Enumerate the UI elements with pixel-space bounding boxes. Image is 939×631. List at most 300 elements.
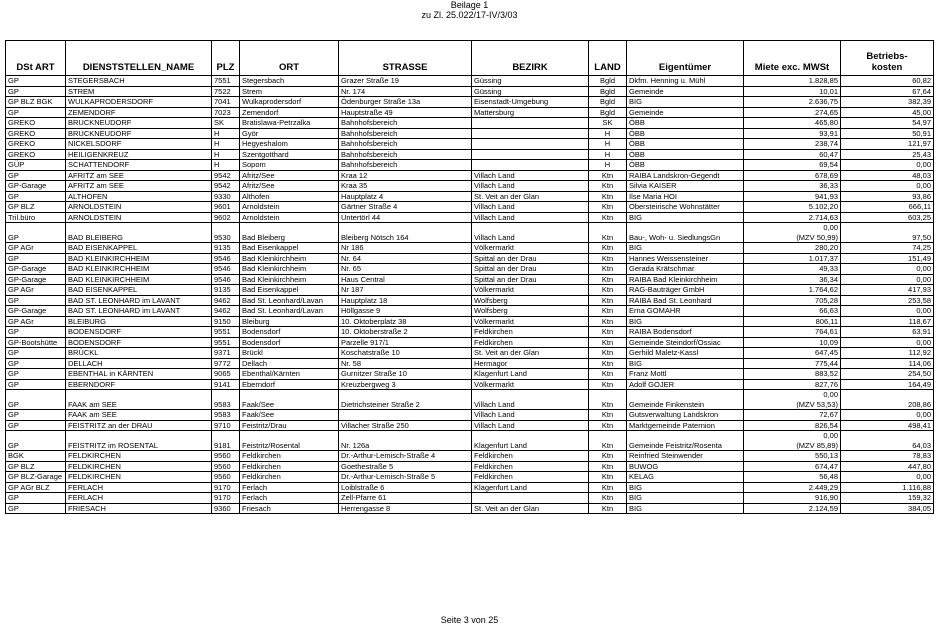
- cell-eigentuemer: ÖBB: [627, 118, 744, 129]
- cell-land: Ktn: [589, 223, 627, 243]
- cell-miete: 69,54: [744, 160, 841, 171]
- cell-ort: Bratislawa-Petrzalka: [240, 118, 339, 129]
- cell-bezirk: Wolfsberg: [472, 306, 589, 317]
- cell-strasse: Herrengasse 8: [339, 503, 472, 514]
- cell-plz: 9546: [212, 274, 240, 285]
- cell-plz: 9170: [212, 493, 240, 504]
- cell-miete: 56,48: [744, 472, 841, 483]
- cell-strasse: Hauptstraße 49: [339, 107, 472, 118]
- cell-strasse: Kraa 12: [339, 170, 472, 181]
- cell-ort: Arnoldstein: [240, 202, 339, 213]
- cell-ort: Feldkirchen: [240, 472, 339, 483]
- cell-eigentuemer: BIG: [627, 316, 744, 327]
- cell-bezirk: Villach Land: [472, 410, 589, 421]
- cell-land: Ktn: [589, 327, 627, 338]
- cell-plz: 9602: [212, 212, 240, 223]
- cell-betriebskosten: 164,49: [841, 379, 934, 390]
- cell-betriebskosten: 50,91: [841, 128, 934, 139]
- cell-plz: H: [212, 128, 240, 139]
- table-row: [6, 337, 934, 348]
- cell-land: Ktn: [589, 390, 627, 410]
- cell-ort: Hegyeshalom: [240, 139, 339, 150]
- cell-dst-art: GP BLZ BGK: [6, 97, 66, 108]
- cell-name: DELLACH: [66, 358, 212, 369]
- cell-land: Ktn: [589, 451, 627, 462]
- cell-betriebskosten: 0,00: [841, 181, 934, 192]
- property-table: [5, 40, 934, 514]
- cell-dst-art: GP: [6, 76, 66, 87]
- cell-betriebskosten: 1.116,88: [841, 482, 934, 493]
- table-row: [6, 253, 934, 264]
- table-row: [6, 390, 934, 410]
- cell-plz: H: [212, 149, 240, 160]
- table-row: [6, 461, 934, 472]
- cell-strasse: Gärtner Straße 4: [339, 202, 472, 213]
- cell-ort: Bodensdorf: [240, 337, 339, 348]
- cell-strasse: Goethestraße 5: [339, 461, 472, 472]
- cell-miete: 941,93: [744, 191, 841, 202]
- cell-betriebskosten: 253,58: [841, 295, 934, 306]
- cell-dst-art: GP: [6, 223, 66, 243]
- cell-name: WULKAPRODERSDORF: [66, 97, 212, 108]
- cell-dst-art: GP: [6, 253, 66, 264]
- cell-miete: 274,65: [744, 107, 841, 118]
- table-row: [6, 223, 934, 243]
- cell-miete: 2.449,29: [744, 482, 841, 493]
- cell-eigentuemer: KELAG: [627, 472, 744, 483]
- cell-dst-art: GP: [6, 420, 66, 431]
- table-row: [6, 76, 934, 87]
- cell-betriebskosten: 208,86: [841, 390, 934, 410]
- cell-betriebskosten: 254,50: [841, 369, 934, 380]
- cell-strasse: [339, 410, 472, 421]
- cell-miete: 826,54: [744, 420, 841, 431]
- cell-name: BLEIBURG: [66, 316, 212, 327]
- cell-miete: 5.102,20: [744, 202, 841, 213]
- cell-plz: 9546: [212, 264, 240, 275]
- cell-land: Bgld: [589, 86, 627, 97]
- cell-plz: 9141: [212, 379, 240, 390]
- cell-betriebskosten: 112,92: [841, 348, 934, 359]
- cell-strasse: Haus Central: [339, 274, 472, 285]
- cell-betriebskosten: 0,00: [841, 337, 934, 348]
- cell-ort: Szentgotthard: [240, 149, 339, 160]
- cell-miete-mzv: (MZV 53,53): [796, 399, 838, 409]
- cell-miete-base: 0,00: [823, 431, 838, 440]
- cell-eigentuemer: BIG: [627, 243, 744, 254]
- cell-land: Ktn: [589, 295, 627, 306]
- document-reference: zu Zl. 25.022/17-IV/3/03: [421, 10, 518, 20]
- cell-strasse: Nr 186: [339, 243, 472, 254]
- cell-bezirk: St. Veit an der Glan: [472, 503, 589, 514]
- cell-bezirk: Güssing: [472, 86, 589, 97]
- cell-eigentuemer: Ilse Maria HOI: [627, 191, 744, 202]
- cell-name: BRÜCKL: [66, 348, 212, 359]
- cell-dst-art: GP: [6, 503, 66, 514]
- cell-dst-art: GP: [6, 327, 66, 338]
- cell-eigentuemer: Reinfried Steinwender: [627, 451, 744, 462]
- cell-betriebskosten: 0,00: [841, 306, 934, 317]
- cell-land: Ktn: [589, 212, 627, 223]
- page-footer: Seite 3 von 25: [440, 615, 499, 625]
- cell-ort: Bad Kleinkirchheim: [240, 253, 339, 264]
- cell-ort: Brückl: [240, 348, 339, 359]
- cell-ort: Ferlach: [240, 493, 339, 504]
- cell-strasse: Ödenburger Straße 13a: [339, 97, 472, 108]
- col-header-eigentuemer: Eigentümer: [627, 41, 744, 76]
- cell-land: Ktn: [589, 191, 627, 202]
- table-row: [6, 472, 934, 483]
- cell-plz: 9462: [212, 306, 240, 317]
- cell-ort: Bleiburg: [240, 316, 339, 327]
- cell-eigentuemer: Silvia KAISER: [627, 181, 744, 192]
- cell-ort: Bad St. Leonhard/Lavan: [240, 295, 339, 306]
- table-row: [6, 139, 934, 150]
- cell-dst-art: GP: [6, 191, 66, 202]
- cell-land: Ktn: [589, 181, 627, 192]
- table-row: [6, 97, 934, 108]
- cell-eigentuemer: Gerhild Maletz-Kassl: [627, 348, 744, 359]
- table-row: [6, 149, 934, 160]
- cell-eigentuemer: BIG: [627, 503, 744, 514]
- cell-eigentuemer: RAIBA Bad St. Leonhard: [627, 295, 744, 306]
- cell-dst-art: GP: [6, 107, 66, 118]
- cell-miete: 775,44: [744, 358, 841, 369]
- cell-miete: 647,45: [744, 348, 841, 359]
- cell-betriebskosten: 67,64: [841, 86, 934, 97]
- cell-eigentuemer: RAIBA Bad Kleinkirchheim: [627, 274, 744, 285]
- cell-eigentuemer: Hannes Weissensteiner: [627, 253, 744, 264]
- cell-bezirk: Feldkirchen: [472, 461, 589, 472]
- cell-plz: 9710: [212, 420, 240, 431]
- cell-eigentuemer: Gerada Krätschmar: [627, 264, 744, 275]
- cell-ort: Strem: [240, 86, 339, 97]
- cell-miete: 60,47: [744, 149, 841, 160]
- cell-betriebskosten: 0,00: [841, 410, 934, 421]
- cell-dst-art: GP: [6, 348, 66, 359]
- cell-plz: 7041: [212, 97, 240, 108]
- cell-betriebskosten: 384,05: [841, 503, 934, 514]
- cell-betriebskosten: 0,00: [841, 160, 934, 171]
- table-row: [6, 431, 934, 451]
- cell-miete: 2.636,75: [744, 97, 841, 108]
- cell-land: Ktn: [589, 472, 627, 483]
- col-header-ort: ORT: [240, 41, 339, 76]
- cell-bezirk: Klagenfurt Land: [472, 482, 589, 493]
- cell-strasse: Nr. 174: [339, 86, 472, 97]
- cell-strasse: Grazer Straße 19: [339, 76, 472, 87]
- cell-strasse: Dr.-Arthur-Lemisch-Straße 4: [339, 451, 472, 462]
- cell-land: H: [589, 128, 627, 139]
- cell-ort: Wulkaprodersdorf: [240, 97, 339, 108]
- cell-name: FELDKIRCHEN: [66, 451, 212, 462]
- cell-ort: Feistritz/Rosental: [240, 431, 339, 451]
- cell-bezirk: [472, 493, 589, 504]
- cell-miete: 764,61: [744, 327, 841, 338]
- cell-land: Ktn: [589, 264, 627, 275]
- cell-ort: Dellach: [240, 358, 339, 369]
- cell-eigentuemer: BIG: [627, 493, 744, 504]
- cell-strasse: Bahnhofsbereich: [339, 149, 472, 160]
- cell-dst-art: GP: [6, 86, 66, 97]
- cell-land: H: [589, 160, 627, 171]
- cell-land: H: [589, 149, 627, 160]
- cell-miete: 465,80: [744, 118, 841, 129]
- table-row: [6, 107, 934, 118]
- table-row: [6, 202, 934, 213]
- cell-betriebskosten: 382,39: [841, 97, 934, 108]
- cell-eigentuemer: Adolf GOJER: [627, 379, 744, 390]
- cell-eigentuemer: Gemeinde: [627, 107, 744, 118]
- cell-bezirk: Feldkirchen: [472, 472, 589, 483]
- cell-bezirk: Feldkirchen: [472, 337, 589, 348]
- cell-dst-art: GP BLZ: [6, 202, 66, 213]
- cell-bezirk: Feldkirchen: [472, 451, 589, 462]
- cell-plz: 9371: [212, 348, 240, 359]
- col-header-miete: Miete exc. MWSt: [744, 41, 841, 76]
- cell-strasse: Dr.-Arthur-Lemisch-Straße 5: [339, 472, 472, 483]
- cell-miete: 66,63: [744, 306, 841, 317]
- cell-land: Bgld: [589, 76, 627, 87]
- cell-plz: 9551: [212, 337, 240, 348]
- cell-betriebskosten: 603,25: [841, 212, 934, 223]
- cell-land: Ktn: [589, 503, 627, 514]
- cell-eigentuemer: Gemeinde: [627, 86, 744, 97]
- cell-plz: 9360: [212, 503, 240, 514]
- cell-eigentuemer: RAIBA Bodensdorf: [627, 327, 744, 338]
- cell-betriebskosten: 159,32: [841, 493, 934, 504]
- cell-betriebskosten: 121,97: [841, 139, 934, 150]
- cell-dst-art: GREKO: [6, 139, 66, 150]
- cell-dst-art: GP: [6, 369, 66, 380]
- cell-betriebskosten: 54,97: [841, 118, 934, 129]
- cell-ort: Bad Eisenkappel: [240, 243, 339, 254]
- cell-dst-art: GP-Garage: [6, 264, 66, 275]
- cell-dst-art: GP AGr: [6, 316, 66, 327]
- cell-ort: Bad Kleinkirchheim: [240, 274, 339, 285]
- table-row: [6, 316, 934, 327]
- cell-eigentuemer: Obersteirische Wohnstätter: [627, 202, 744, 213]
- cell-ort: Feldkirchen: [240, 451, 339, 462]
- cell-ort: Bad St. Leonhard/Lavan: [240, 306, 339, 317]
- cell-eigentuemer: ÖBB: [627, 139, 744, 150]
- cell-betriebskosten: 666,11: [841, 202, 934, 213]
- cell-betriebskosten: 97,50: [841, 223, 934, 243]
- cell-dst-art: GP: [6, 390, 66, 410]
- table-row: [6, 191, 934, 202]
- cell-name: STREM: [66, 86, 212, 97]
- cell-eigentuemer: BIG: [627, 212, 744, 223]
- cell-bezirk: Völkermarkt: [472, 285, 589, 296]
- cell-miete: 674,47: [744, 461, 841, 472]
- cell-ort: Sopom: [240, 160, 339, 171]
- cell-strasse: Nr. 126a: [339, 431, 472, 451]
- cell-land: Ktn: [589, 420, 627, 431]
- cell-bezirk: Völkermarkt: [472, 243, 589, 254]
- cell-strasse: Hauptplatz 18: [339, 295, 472, 306]
- cell-bezirk: St. Veit an der Glan: [472, 191, 589, 202]
- cell-eigentuemer: ÖBB: [627, 160, 744, 171]
- cell-eigentuemer: Marktgemeinde Paternion: [627, 420, 744, 431]
- cell-bezirk: Villach Land: [472, 390, 589, 410]
- cell-strasse: Hauptplatz 4: [339, 191, 472, 202]
- cell-land: Ktn: [589, 274, 627, 285]
- cell-betriebskosten: 114,06: [841, 358, 934, 369]
- cell-bezirk: St. Veit an der Glan: [472, 348, 589, 359]
- cell-name: FERLACH: [66, 482, 212, 493]
- cell-dst-art: GP: [6, 431, 66, 451]
- cell-plz: 9542: [212, 181, 240, 192]
- cell-eigentuemer: Bau-, Woh- u. SiedlungsGn: [627, 223, 744, 243]
- col-header-name: DIENSTSTELLEN_NAME: [66, 41, 212, 76]
- cell-strasse: Nr 187: [339, 285, 472, 296]
- cell-name: BAD KLEINKIRCHHEIM: [66, 274, 212, 285]
- cell-miete: 883,52: [744, 369, 841, 380]
- cell-plz: 9560: [212, 472, 240, 483]
- cell-plz: 9546: [212, 253, 240, 264]
- cell-eigentuemer: Gemeinde Feistritz/Rosenta: [627, 431, 744, 451]
- cell-bezirk: Eisenstadt-Umgebung: [472, 97, 589, 108]
- cell-strasse: Villacher Straße 250: [339, 420, 472, 431]
- cell-plz: 9065: [212, 369, 240, 380]
- col-header-dst-art: DSt ART: [6, 41, 66, 76]
- cell-land: Ktn: [589, 369, 627, 380]
- cell-strasse: Nr. 65: [339, 264, 472, 275]
- cell-betriebskosten: 151,49: [841, 253, 934, 264]
- cell-ort: Afritz/See: [240, 170, 339, 181]
- cell-miete: 49,33: [744, 264, 841, 275]
- cell-plz: H: [212, 139, 240, 150]
- cell-betriebskosten: 93,86: [841, 191, 934, 202]
- cell-name: BAD EISENKAPPEL: [66, 285, 212, 296]
- cell-bezirk: [472, 118, 589, 129]
- cell-dst-art: GREKO: [6, 149, 66, 160]
- cell-strasse: Parzelle 917/1: [339, 337, 472, 348]
- cell-plz: 7522: [212, 86, 240, 97]
- cell-plz: 9150: [212, 316, 240, 327]
- cell-betriebskosten: 0,00: [841, 472, 934, 483]
- table-row: [6, 451, 934, 462]
- cell-bezirk: Spittal an der Drau: [472, 264, 589, 275]
- cell-miete: [744, 223, 841, 243]
- cell-name: FRIESACH: [66, 503, 212, 514]
- cell-miete: 705,28: [744, 295, 841, 306]
- cell-miete: [744, 431, 841, 451]
- table-header-row: [6, 41, 934, 76]
- cell-name: FELDKIRCHEN: [66, 472, 212, 483]
- cell-miete-mzv: (MZV 50,99): [796, 232, 838, 242]
- cell-bezirk: Klagenfurt Land: [472, 369, 589, 380]
- cell-eigentuemer: Erna GOMAHR: [627, 306, 744, 317]
- cell-ort: Afritz/See: [240, 181, 339, 192]
- cell-bezirk: [472, 128, 589, 139]
- table-row: [6, 170, 934, 181]
- cell-dst-art: GP: [6, 410, 66, 421]
- cell-strasse: Untertörl 44: [339, 212, 472, 223]
- cell-miete: 2.714,63: [744, 212, 841, 223]
- cell-betriebskosten: 118,67: [841, 316, 934, 327]
- cell-miete: 806,11: [744, 316, 841, 327]
- table-row: [6, 128, 934, 139]
- cell-strasse: Bleiberg Nötsch 164: [339, 223, 472, 243]
- cell-name: SCHATTENDORF: [66, 160, 212, 171]
- cell-eigentuemer: Franz Mottl: [627, 369, 744, 380]
- col-header-bezirk: BEZIRK: [472, 41, 589, 76]
- cell-miete: 93,91: [744, 128, 841, 139]
- cell-eigentuemer: ÖBB: [627, 128, 744, 139]
- cell-miete: 916,90: [744, 493, 841, 504]
- table-row: [6, 379, 934, 390]
- cell-ort: Faak/See: [240, 410, 339, 421]
- cell-plz: 9601: [212, 202, 240, 213]
- cell-name: AFRITZ am SEE: [66, 170, 212, 181]
- cell-name: BAD BLEIBERG: [66, 223, 212, 243]
- cell-land: Ktn: [589, 493, 627, 504]
- cell-name: ALTHOFEN: [66, 191, 212, 202]
- cell-name: EBERNDORF: [66, 379, 212, 390]
- cell-dst-art: GP: [6, 379, 66, 390]
- cell-name: BAD EISENKAPPEL: [66, 243, 212, 254]
- cell-name: BODENSDORF: [66, 337, 212, 348]
- cell-plz: 9583: [212, 390, 240, 410]
- cell-dst-art: GP-Bootshütte: [6, 337, 66, 348]
- cell-name: ARNOLDSTEIN: [66, 212, 212, 223]
- cell-bezirk: Völkermarkt: [472, 316, 589, 327]
- cell-betriebskosten: 48,03: [841, 170, 934, 181]
- cell-dst-art: GP: [6, 358, 66, 369]
- table-row: [6, 86, 934, 97]
- cell-strasse: Gurnitzer Straße 10: [339, 369, 472, 380]
- cell-dst-art: Tril.büro: [6, 212, 66, 223]
- cell-plz: 9462: [212, 295, 240, 306]
- cell-dst-art: GP: [6, 295, 66, 306]
- cell-land: SK: [589, 118, 627, 129]
- cell-ort: Györ: [240, 128, 339, 139]
- cell-name: FELDKIRCHEN: [66, 461, 212, 472]
- cell-betriebskosten: 0,00: [841, 264, 934, 275]
- cell-plz: 7551: [212, 76, 240, 87]
- cell-strasse: Nr. 64: [339, 253, 472, 264]
- table-row: [6, 358, 934, 369]
- col-header-betriebs-line1: Betriebs-: [866, 51, 908, 62]
- cell-ort: Bad Eisenkappel: [240, 285, 339, 296]
- cell-miete: 10,01: [744, 86, 841, 97]
- col-header-strasse: STRASSE: [339, 41, 472, 76]
- cell-land: Ktn: [589, 202, 627, 213]
- cell-miete: 1.764,62: [744, 285, 841, 296]
- document-title: Beilage 1: [450, 0, 489, 10]
- cell-eigentuemer: Gutsverwaltung Landskron: [627, 410, 744, 421]
- cell-name: NICKELSDORF: [66, 139, 212, 150]
- cell-dst-art: GP-Garage: [6, 181, 66, 192]
- cell-miete: 238,74: [744, 139, 841, 150]
- table-row: [6, 118, 934, 129]
- cell-name: FAAK am SEE: [66, 390, 212, 410]
- cell-plz: 9181: [212, 431, 240, 451]
- cell-land: Ktn: [589, 316, 627, 327]
- cell-ort: Eberndorf: [240, 379, 339, 390]
- cell-miete-base: 0,00: [823, 223, 838, 232]
- cell-miete: 36,33: [744, 181, 841, 192]
- col-header-land: LAND: [589, 41, 627, 76]
- table-row: [6, 285, 934, 296]
- cell-betriebskosten: 78,83: [841, 451, 934, 462]
- cell-plz: 9551: [212, 327, 240, 338]
- cell-betriebskosten: 25,43: [841, 149, 934, 160]
- cell-name: BRUCKNEUDORF: [66, 118, 212, 129]
- cell-bezirk: Klagenfurt Land: [472, 431, 589, 451]
- col-header-betriebskosten: [841, 41, 934, 76]
